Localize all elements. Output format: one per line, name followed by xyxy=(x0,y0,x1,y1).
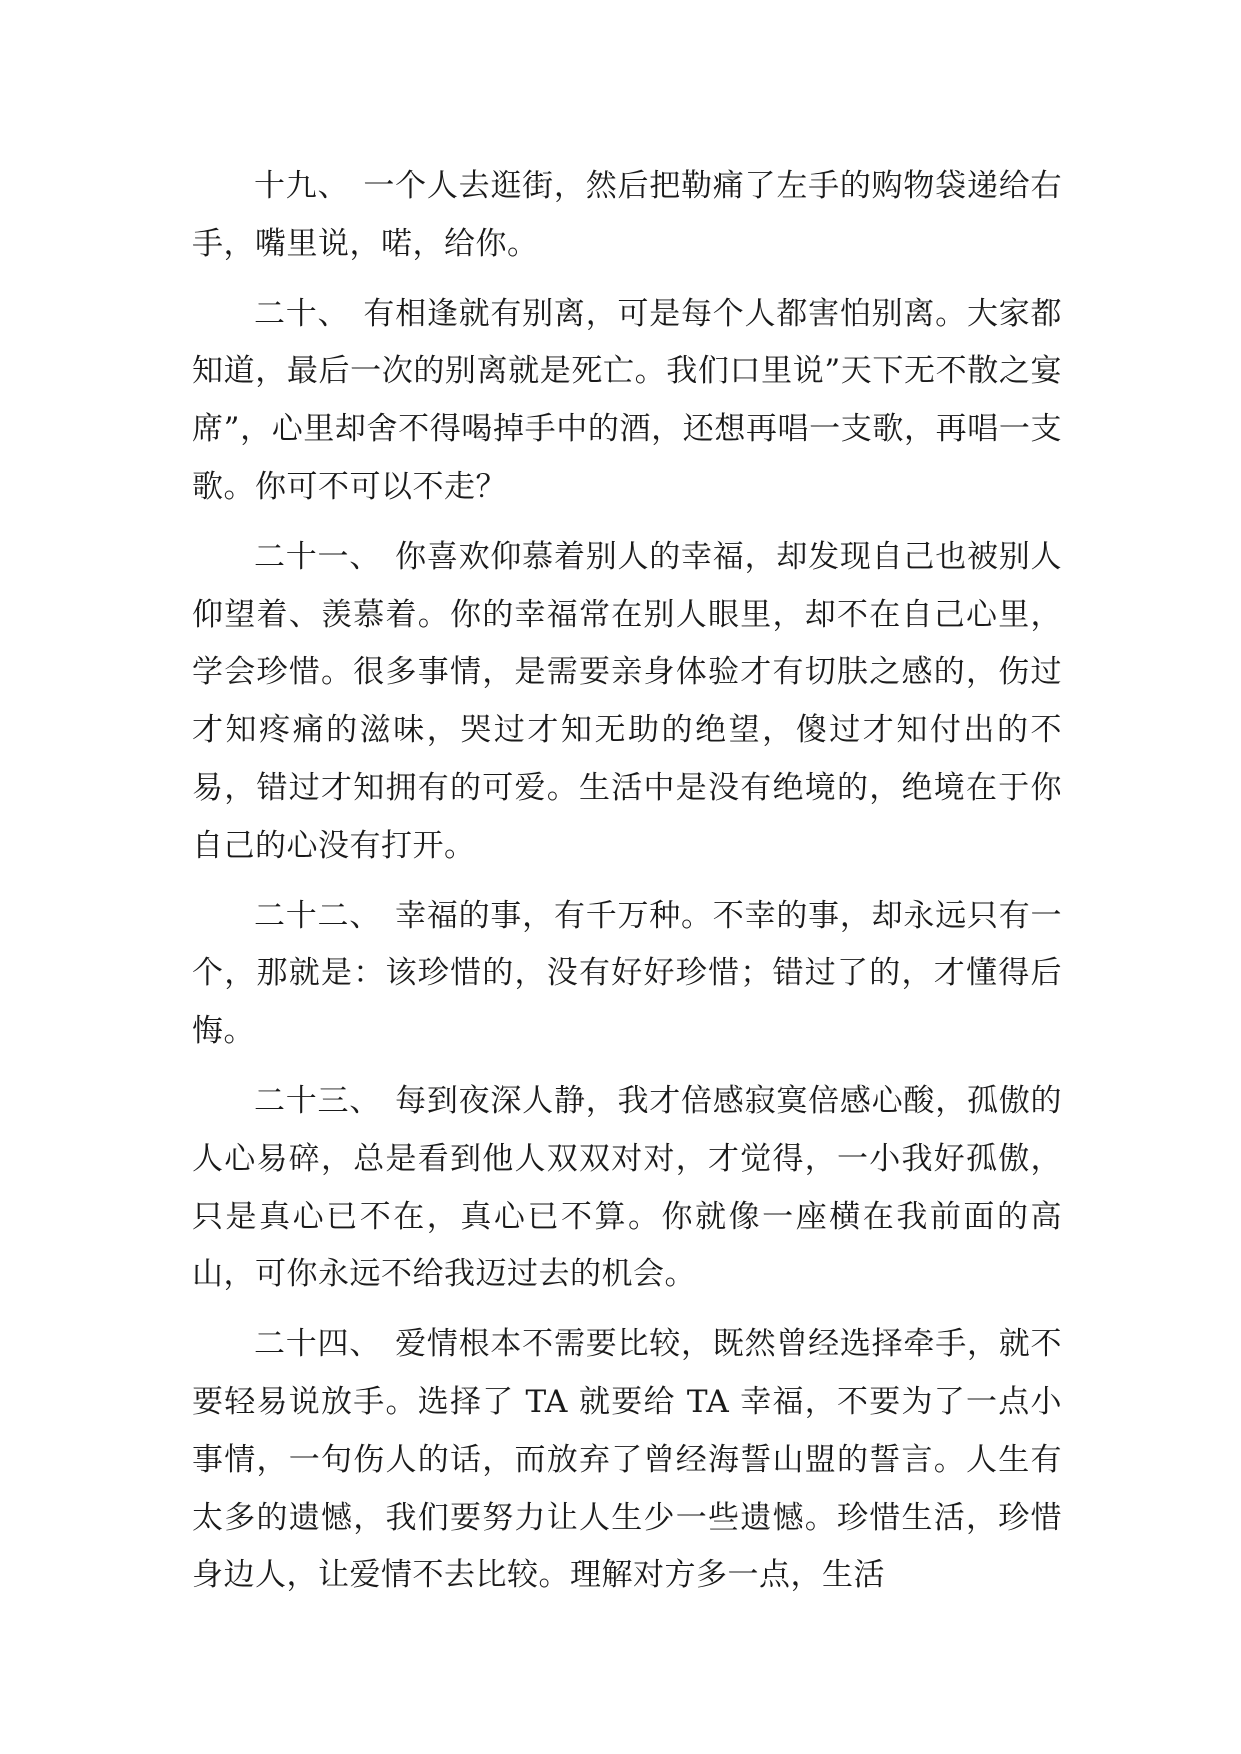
paragraph-23 xyxy=(192,1073,1062,1304)
paragraph-text: 爱情根本不需要比较，既然曾经选择牵手，就不要轻易说放手。选择了 TA 就要给 TA 幸福，不要为了一点小事情，一句伤人的话，而放弃了曾经海誓山盟的誓言。人生有太多的遗憾，我们要努力让人生少一些遗憾。珍惜生活，珍惜身边人，让爱情不去比较。理解对方多一点，生活 xyxy=(192,1326,1063,1594)
paragraph-number: 十九、 xyxy=(254,168,350,204)
paragraph-text: 幸福的事，有千万种。不幸的事，却永远只有一个，那就是：该珍惜的，没有好好珍惜；错过了的，才懂得后悔。 xyxy=(192,897,1063,1050)
paragraph-number: 二十、 xyxy=(254,295,350,332)
paragraph-number: 二十四、 xyxy=(254,1326,382,1363)
paragraph-20 xyxy=(192,286,1062,517)
paragraph-text: 有相逢就有别离，可是每个人都害怕别离。大家都知道，最后一次的别离就是死亡。我们口里说”天下无不散之宴席”，心里却舍不得喝掉手中的酒，还想再唱一支歌，再唱一支歌。你可不可以不走？ xyxy=(192,295,1062,505)
paragraph-number: 二十三、 xyxy=(254,1082,382,1119)
paragraph-24 xyxy=(192,1316,1062,1605)
paragraph-text: 每到夜深人静，我才倍感寂寞倍感心酸，孤傲的人心易碎，总是看到他人双双对对，才觉得，一小我好孤傲，只是真心已不在，真心已不算。你就像一座横在我前面的高山，可你永远不给我迈过去的机会。 xyxy=(192,1082,1063,1293)
document-body xyxy=(192,158,1062,1617)
paragraph-text: 你喜欢仰慕着别人的幸福，却发现自己也被别人仰望着、羡慕着。你的幸福常在别人眼里，却不在自己心里，学会珍惜。很多事情，是需要亲身体验才有切肤之感的，伤过才知疼痛的滋味，哭过才知无助的绝望，傻过才知付出的不易，错过才知拥有的可爱。生活中是没有绝境的，绝境在于你自己的心没有打开。 xyxy=(192,538,1063,864)
paragraph-text: 一个人去逛街，然后把勒痛了左手的购物袋递给右手，嘴里说，喏，给你。 xyxy=(192,168,1062,262)
paragraph-number: 二十二、 xyxy=(254,897,382,934)
paragraph-21 xyxy=(192,529,1062,876)
paragraph-19 xyxy=(192,158,1062,274)
paragraph-number: 二十一、 xyxy=(254,538,382,575)
paragraph-22 xyxy=(192,888,1062,1061)
